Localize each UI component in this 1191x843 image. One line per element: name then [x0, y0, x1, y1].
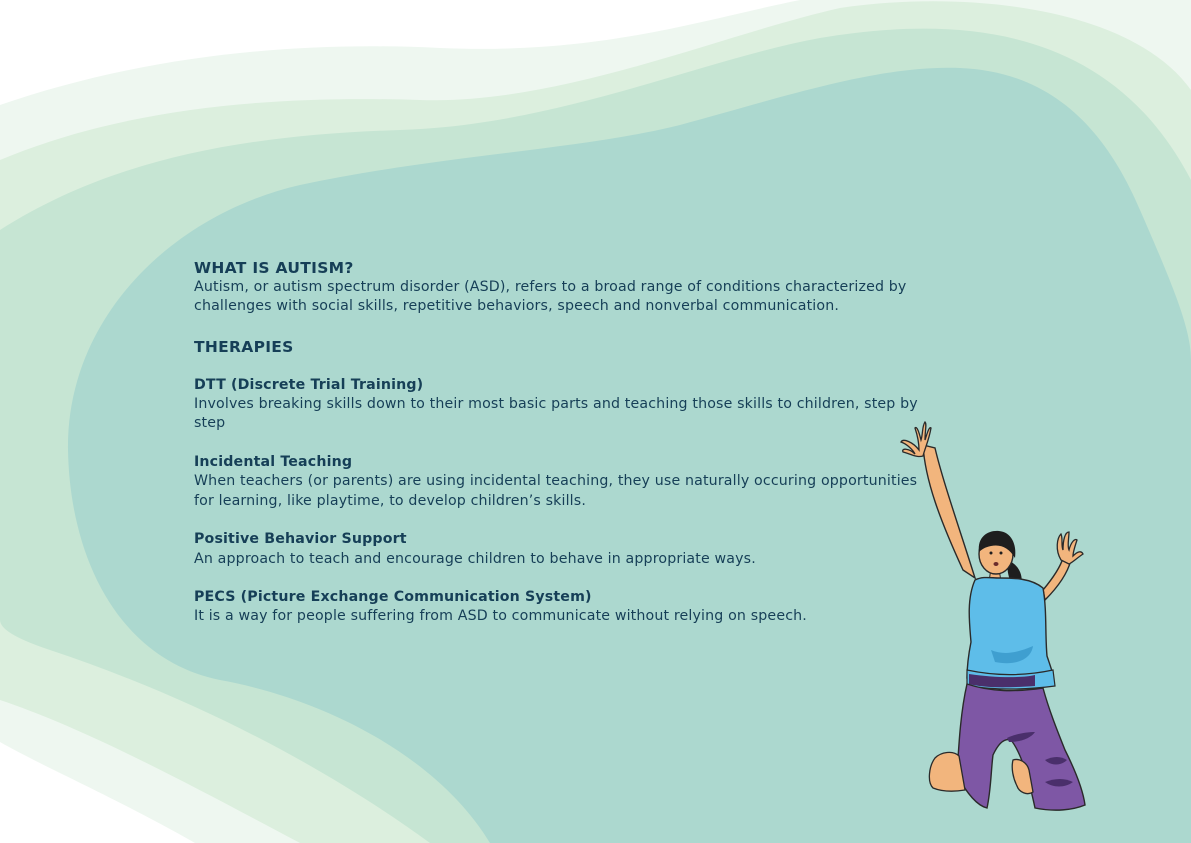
- therapy-name: Positive Behavior Support: [194, 531, 407, 548]
- hand-right: [1057, 532, 1083, 564]
- therapy-description: It is a way for people suffering from ASD to communicate without relying on speech.: [194, 608, 807, 625]
- jumping-child-illustration: [895, 420, 1095, 815]
- therapy-description: Involves breaking skills down to their most basic parts and teaching those skills to children, step by step: [194, 396, 918, 432]
- arm-left: [923, 445, 975, 578]
- mouth: [994, 562, 999, 566]
- eye-right: [1000, 552, 1003, 555]
- text-content: [194, 258, 924, 627]
- therapy-description: An approach to teach and encourage children to behave in appropriate ways.: [194, 550, 756, 567]
- section-title-therapies: THERAPIES: [194, 337, 294, 356]
- foot-left: [929, 752, 965, 791]
- therapy-name: DTT (Discrete Trial Training): [194, 376, 424, 393]
- therapy-name: PECS (Picture Exchange Communication System): [194, 589, 592, 606]
- arm-right: [1043, 558, 1071, 600]
- autism-description: Autism, or autism spectrum disorder (ASD), refers to a broad range of conditions characterized by challenges with social skills, repetitive behaviors, speech and nonverbal communication.: [194, 279, 907, 315]
- therapy-description: When teachers (or parents) are using incidental teaching, they use naturally occuring opportunities for learning, like playtime, to develop children’s skills.: [194, 473, 918, 509]
- section-title-autism: WHAT IS AUTISM?: [194, 259, 354, 277]
- shirt: [967, 578, 1054, 683]
- eye-left: [990, 552, 993, 555]
- therapy-name: Incidental Teaching: [194, 454, 353, 471]
